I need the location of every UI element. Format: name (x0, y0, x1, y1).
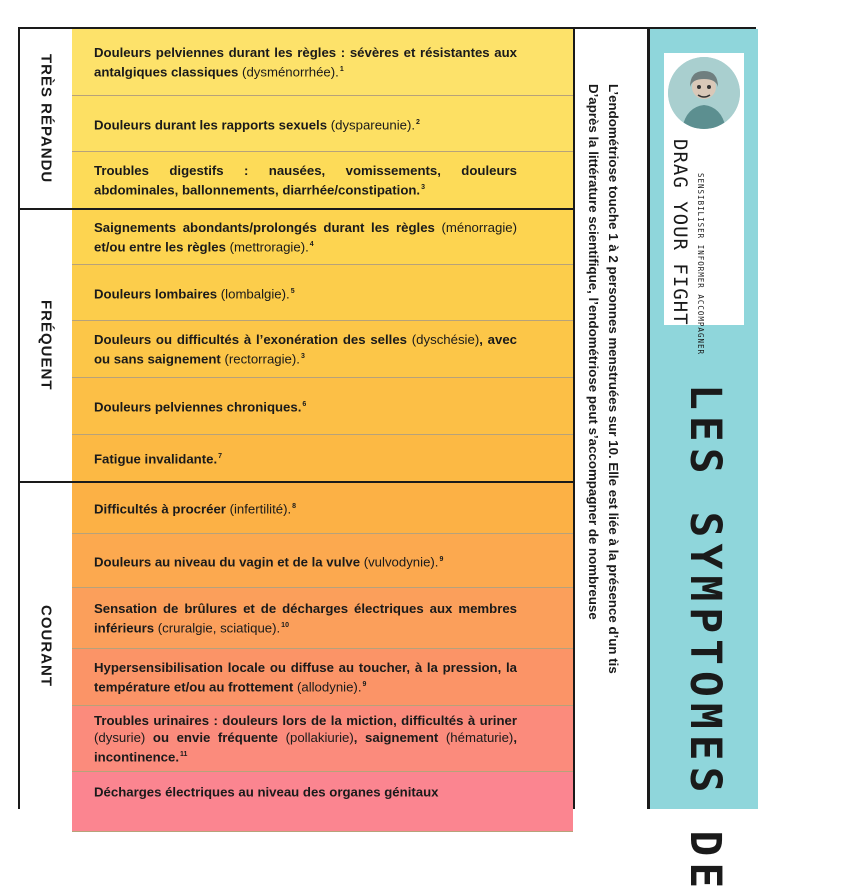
avatar-illustration (668, 57, 740, 129)
symptom-row: Fatigue invalidante.$^7$ (72, 435, 573, 483)
intro-line: D’après la littérature scientifique, l’endométriose peut s’accompagner de nombreuse (586, 84, 601, 620)
intro-strip (575, 29, 649, 809)
page-title: LES SYMPTOMES DE (680, 384, 730, 894)
symptom-row: Douleurs lombaires (lombalgie).$^5$ (72, 265, 573, 321)
intro-line: L’endométriose touche 1 à 2 personnes menstruées sur 10. Elle est liée à la présence d’un tis (606, 84, 621, 674)
symptom-row: Douleurs ou difficultés à l’exonération des selles (dyschésie), avec ou sans saignement (rectorragie).$^3$ (72, 321, 573, 378)
category-courant (20, 483, 72, 809)
category-label: TRÈS RÉPANDU (37, 53, 55, 184)
symptom-row: Douleurs au niveau du vagin et de la vulve (vulvodynie).$^9$ (72, 534, 573, 588)
symptom-row: Douleurs pelviennes chroniques.$^6$ (72, 378, 573, 435)
symptom-list (72, 29, 575, 809)
symptom-row: Douleurs durant les rapports sexuels (dyspareunie).$^2$ (72, 96, 573, 152)
symptom-row: Difficultés à procréer (infertilité).$^8$ (72, 483, 573, 534)
symptom-row: Hypersensibilisation locale ou diffuse au toucher, à la pression, la température et/ou au frottement (allodynie).$^9$ (72, 649, 573, 706)
intro-text (583, 84, 623, 674)
logo-tagline: SENSIBILISER INFORMER ACCOMPAGNER (696, 173, 705, 356)
category-label: FRÉQUENT (37, 300, 55, 391)
category-frequent (20, 210, 72, 483)
symptom-row: Saignements abondants/prolongés durant les règles (ménorragie) et/ou entre les règles (mettroragie).$^4$ (72, 210, 573, 265)
category-label: COURANT (37, 605, 55, 687)
symptom-row: Troubles urinaires : douleurs lors de la miction, difficultés à uriner (dysurie) ou envie fréquente (pollakiurie), saignement (hématurie), incontinence.$^{11}$ (72, 706, 573, 772)
symptom-row: Troubles digestifs : nausées, vomissements, douleurs abdominales, ballonnements, diarrhée/constipation.$^3$ (72, 152, 573, 210)
category-column (20, 29, 72, 809)
symptom-row: Douleurs pelviennes durant les règles : sévères et résistantes aux antalgiques classiques (dysménorrhée).$^1$ (72, 29, 573, 96)
logo (664, 53, 744, 356)
category-tres-repandu (20, 29, 72, 210)
symptom-row: Sensation de brûlures et de décharges électriques aux membres inférieurs (cruralgie, sciatique).$^{10}$ (72, 588, 573, 649)
logo-wordmark: DRAG YOUR FIGHT (669, 139, 691, 326)
symptoms-sheet (18, 27, 756, 894)
symptom-row: Décharges électriques au niveau des organes génitaux (72, 772, 573, 832)
title-strip (648, 29, 758, 894)
